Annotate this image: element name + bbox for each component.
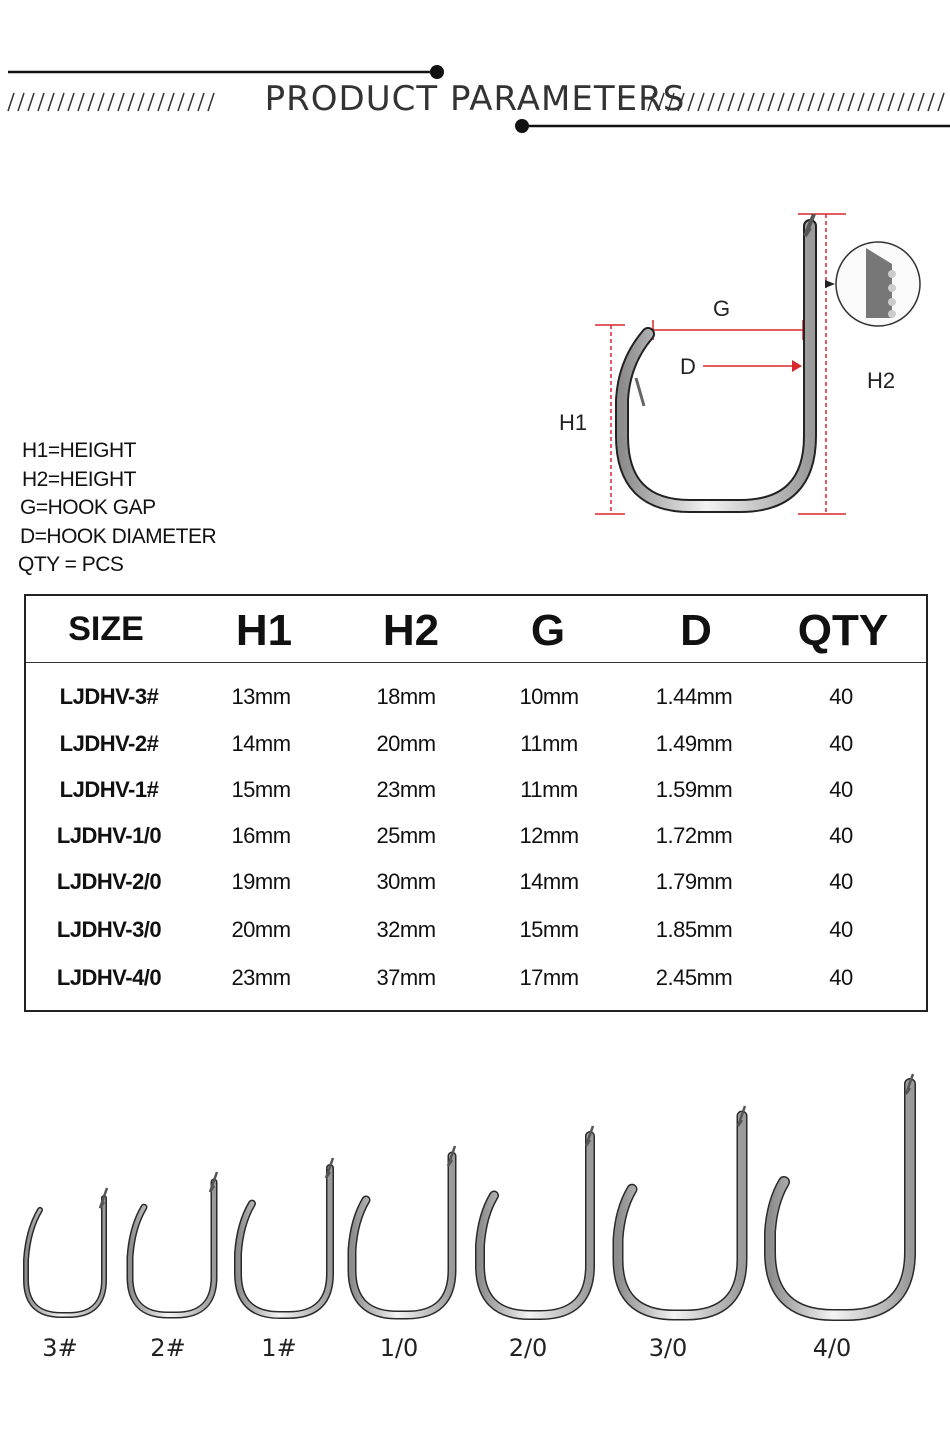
cell-h2: 23mm — [376, 777, 436, 802]
hook-size-label: 2/0 — [508, 1334, 548, 1362]
cell-size: LJDHV-2# — [59, 731, 159, 756]
cell-size: LJDHV-1# — [59, 777, 159, 802]
hook-size-label: 3/0 — [648, 1334, 688, 1362]
cell-qty: 40 — [829, 965, 853, 990]
table-row — [26, 674, 926, 720]
cell-g: 10mm — [519, 684, 579, 709]
cell-g: 17mm — [519, 965, 579, 990]
table-row — [26, 907, 926, 953]
header-qty: QTY — [797, 606, 889, 655]
cell-g: 15mm — [519, 917, 579, 942]
cell-qty: 40 — [829, 917, 853, 942]
hook-image — [352, 1146, 455, 1315]
cell-size: LJDHV-4/0 — [56, 965, 162, 990]
cell-g: 11mm — [520, 731, 578, 756]
table-row — [26, 859, 926, 905]
header-g: G — [530, 606, 566, 655]
cell-g: 14mm — [519, 869, 579, 894]
hook-image — [770, 1074, 913, 1315]
cell-d: 1.49mm — [655, 731, 733, 756]
cell-d: 1.44mm — [655, 684, 733, 709]
cell-h1: 16mm — [231, 823, 291, 848]
hook-image — [618, 1106, 745, 1315]
table-header — [26, 596, 926, 663]
diameter-arrow — [703, 360, 802, 372]
cell-g: 12mm — [519, 823, 579, 848]
parameters-table — [24, 594, 928, 1012]
cell-size: LJDHV-1/0 — [56, 823, 162, 848]
cell-size: LJDHV-3# — [59, 684, 159, 709]
cell-h2: 25mm — [376, 823, 436, 848]
cell-size: LJDHV-2/0 — [56, 869, 162, 894]
cell-h1: 20mm — [231, 917, 291, 942]
cell-h2: 18mm — [376, 684, 436, 709]
cell-h1: 15mm — [231, 777, 291, 802]
cell-qty: 40 — [829, 823, 853, 848]
hook-size-label: 2# — [150, 1334, 186, 1362]
legend-h2: H2=HEIGHT — [22, 467, 136, 491]
cell-d: 1.72mm — [655, 823, 733, 848]
cell-d: 1.85mm — [655, 917, 733, 942]
cell-d: 1.59mm — [655, 777, 733, 802]
cell-h1: 13mm — [231, 684, 291, 709]
cell-h2: 32mm — [376, 917, 436, 942]
header-h2: H2 — [382, 606, 440, 655]
cell-h2: 37mm — [376, 965, 436, 990]
hook-size-label: 1# — [261, 1334, 297, 1362]
legend-h1: H1=HEIGHT — [22, 439, 136, 462]
header-d: D — [680, 606, 712, 655]
header-size: SIZE — [68, 610, 144, 648]
cell-qty: 40 — [829, 777, 853, 802]
legend-qty: QTY = PCS — [18, 553, 124, 576]
table-row — [26, 955, 926, 1001]
legend-d: D=HOOK DIAMETER — [20, 524, 217, 548]
header-h1: H1 — [235, 606, 293, 655]
section-header — [0, 55, 950, 145]
label-h1: H1 — [559, 410, 588, 435]
cell-h1: 19mm — [231, 869, 291, 894]
cell-h1: 14mm — [231, 731, 291, 756]
cell-h2: 30mm — [376, 869, 436, 894]
gap-dimension-line — [653, 320, 803, 340]
hook-diagram-drawing — [540, 200, 940, 530]
hook-image — [480, 1126, 593, 1315]
hook-size-label: 4/0 — [812, 1334, 852, 1362]
dimension-legend — [18, 437, 216, 580]
label-h2: H2 — [867, 368, 896, 393]
hook-size-label: 1/0 — [379, 1334, 419, 1362]
hook-size-drawings — [0, 1070, 950, 1330]
label-g: G — [713, 296, 731, 321]
cell-g: 11mm — [520, 777, 578, 802]
label-d: D — [680, 354, 696, 379]
hook-size-label: 3# — [42, 1334, 78, 1362]
hook-size-gallery — [0, 1070, 950, 1390]
cell-size: LJDHV-3/0 — [56, 917, 162, 942]
page-title: PRODUCT PARAMETERS — [264, 79, 686, 119]
cell-qty: 40 — [829, 731, 853, 756]
hook-dimension-diagram — [540, 200, 940, 530]
cell-qty: 40 — [829, 869, 853, 894]
cell-h2: 20mm — [376, 731, 436, 756]
hook-image — [238, 1158, 333, 1315]
cell-d: 2.45mm — [655, 965, 733, 990]
cell-qty: 40 — [829, 684, 853, 709]
table-row — [26, 767, 926, 813]
table-row — [26, 721, 926, 767]
legend-g: G=HOOK GAP — [20, 496, 156, 519]
cell-d: 1.79mm — [655, 869, 733, 894]
cell-h1: 23mm — [231, 965, 291, 990]
table-row — [26, 813, 926, 859]
hook-image — [26, 1188, 107, 1315]
hook-image — [130, 1172, 217, 1315]
